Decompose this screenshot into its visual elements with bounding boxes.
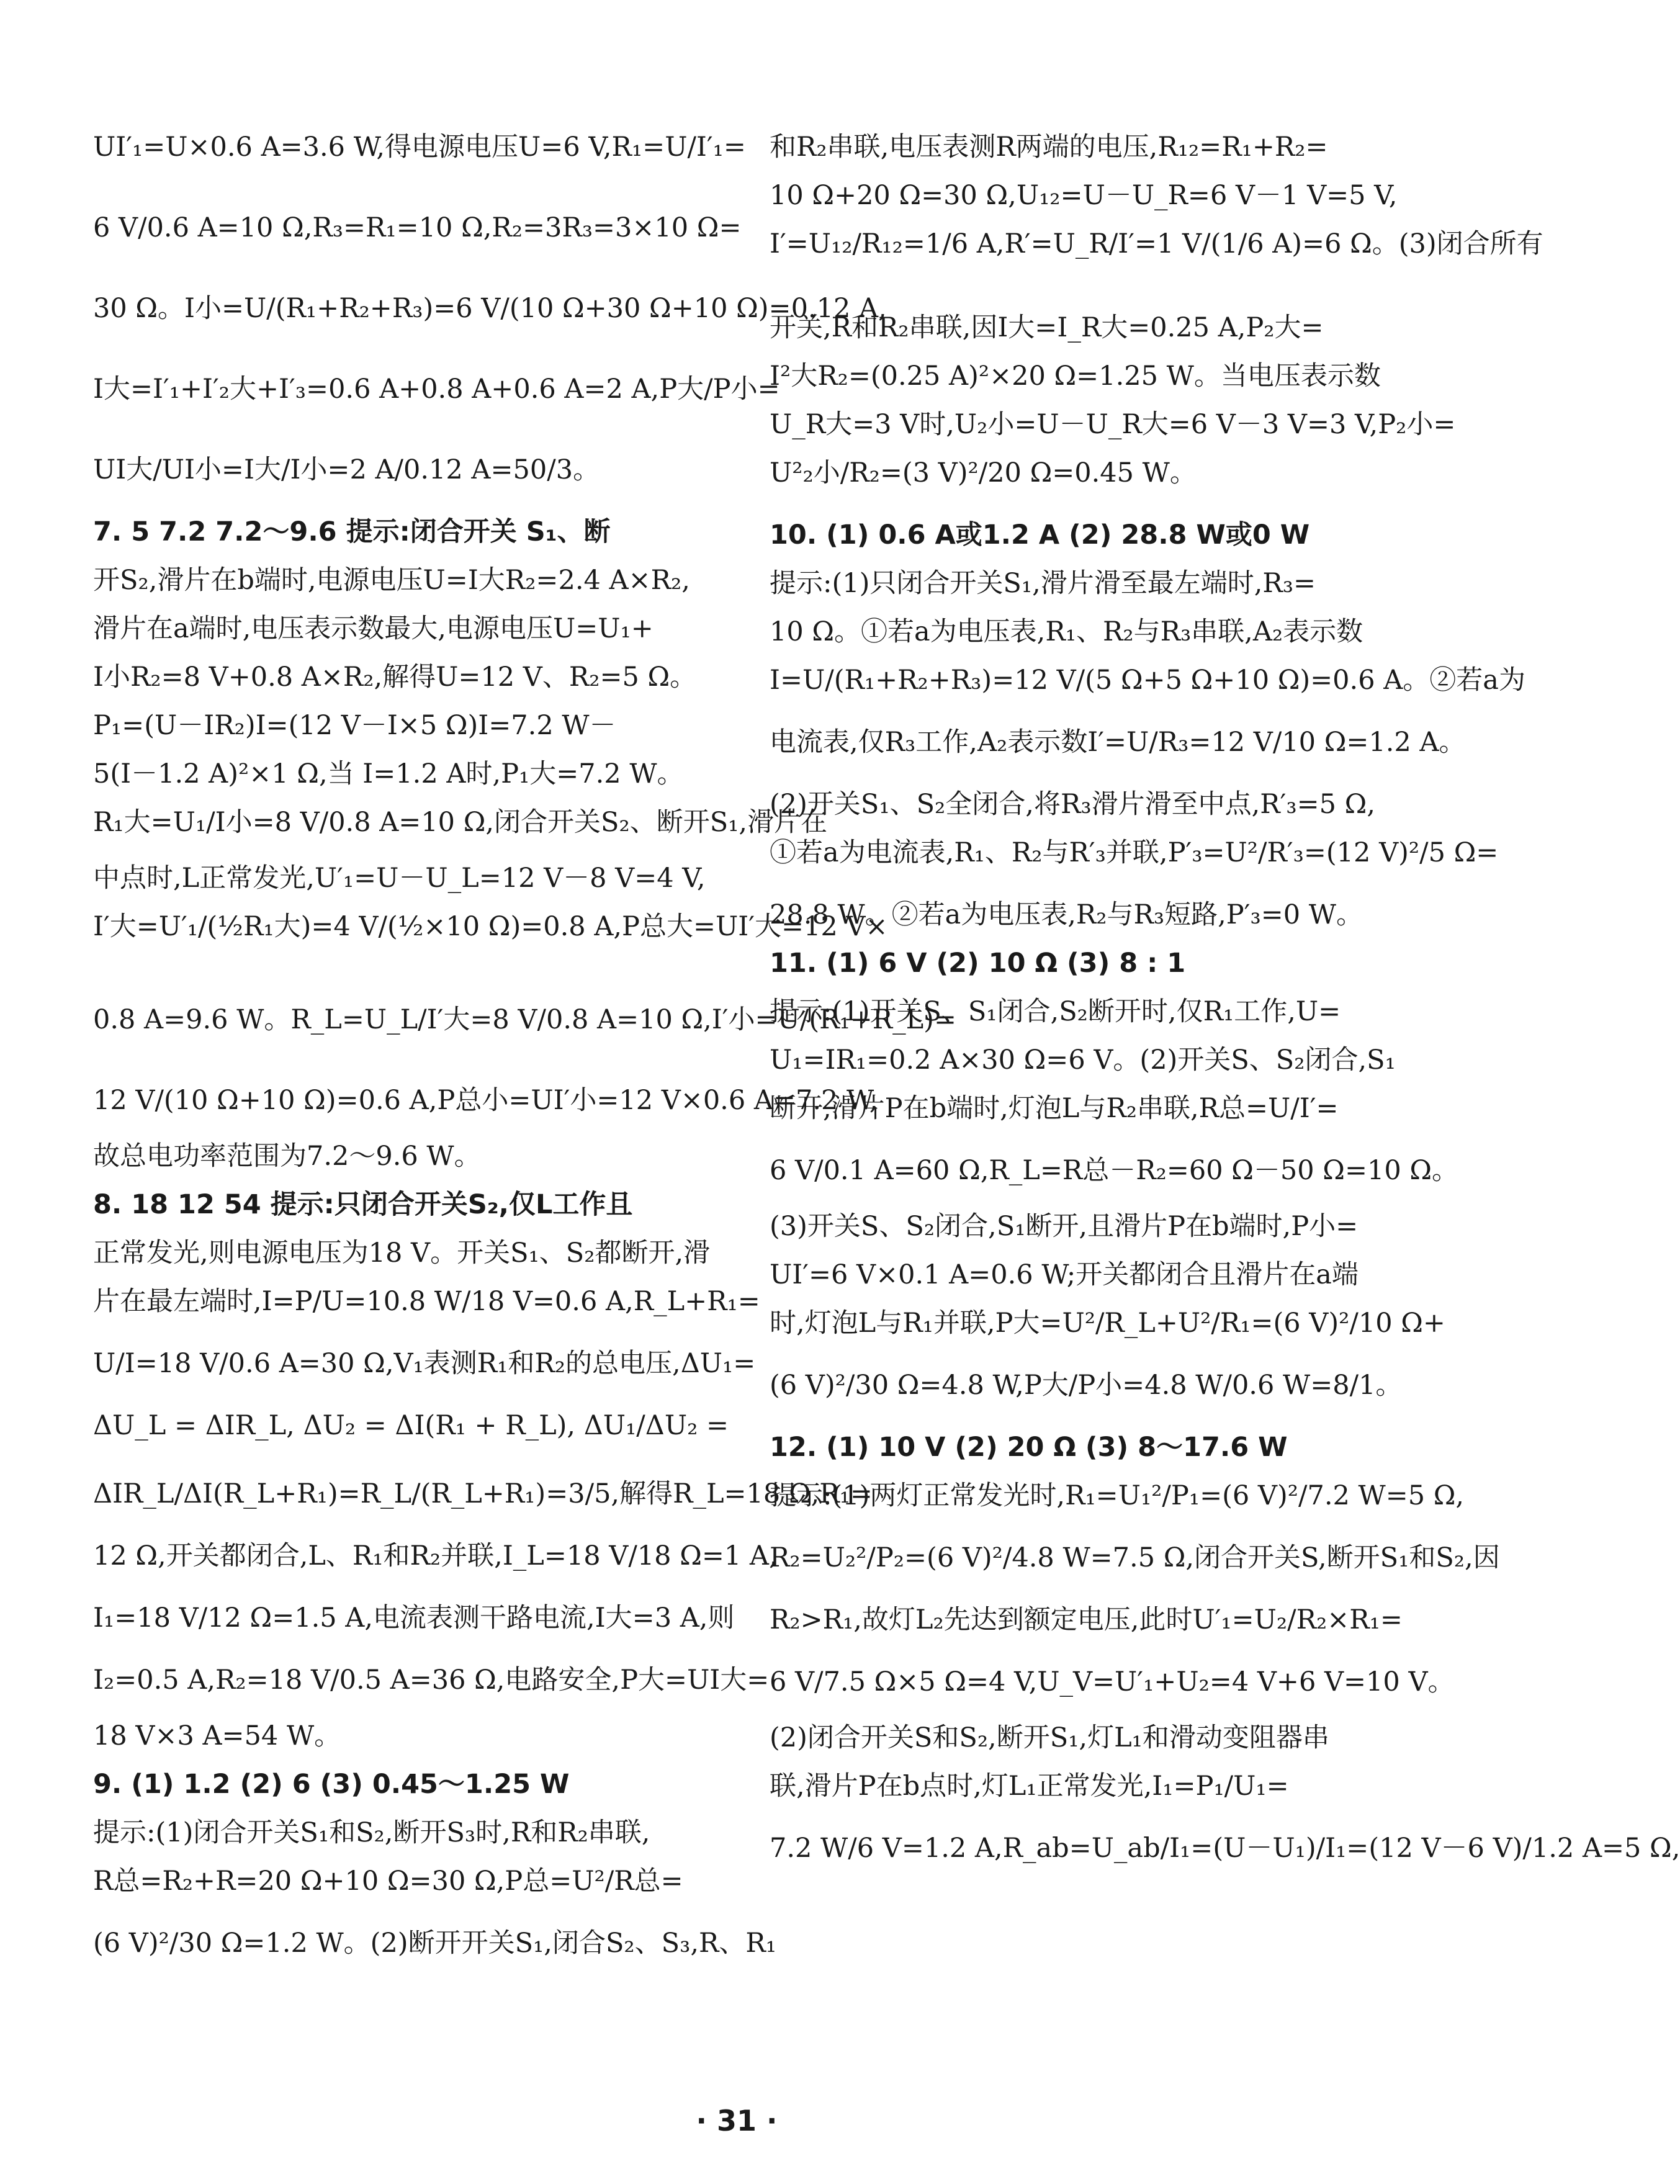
text-line: (6 V)²/30 Ω=1.2 W。(2)断开开关S₁,闭合S₂、S₃,R、R₁	[93, 1928, 776, 1959]
text-line: UI′₁=U×0.6 A=3.6 W,得电源电压U=6 V,R₁=U/I′₁=	[93, 132, 746, 163]
text-line: (3)开关S、S₂闭合,S₁断开,且滑片P在b端时,P小=	[770, 1211, 1359, 1242]
answer-8-heading: 8. 18 12 54 提示:只闭合开关S₂,仅L工作且	[93, 1189, 633, 1220]
text-line: 中点时,L正常发光,U′₁=U－U_L=12 V－8 V=4 V,	[93, 863, 706, 894]
text-line: 正常发光,则电源电压为18 V。开关S₁、S₂都断开,滑	[93, 1238, 711, 1269]
answer-9-heading: 9. (1) 1.2 (2) 6 (3) 0.45～1.25 W	[93, 1769, 570, 1800]
right-column	[770, 127, 1680, 1877]
text-line: 和R₂串联,电压表测R两端的电压,R₁₂=R₁+R₂=	[770, 132, 1328, 163]
text-line: 提示:(1)只闭合开关S₁,滑片滑至最左端时,R₃=	[770, 568, 1316, 599]
left-column	[93, 127, 956, 1972]
answer-12-heading: 12. (1) 10 V (2) 20 Ω (3) 8～17.6 W	[770, 1432, 1288, 1463]
text-line: 0.8 A=9.6 W。R_L=U_L/I′大=8 V/0.8 A=10 Ω,I′小=U/(R₁+R_L)=	[93, 1004, 956, 1035]
text-line: I′大=U′₁/(½R₁大)=4 V/(½×10 Ω)=0.8 A,P总大=UI′大=12 V×	[93, 911, 888, 942]
text-line: 12 V/(10 Ω+10 Ω)=0.6 A,P总小=UI′小=12 V×0.6 A=7.2 W,	[93, 1085, 878, 1116]
text-line: I小R₂=8 V+0.8 A×R₂,解得U=12 V、R₂=5 Ω。	[93, 662, 697, 693]
answer-11-heading: 11. (1) 6 V (2) 10 Ω (3) 8 : 1	[770, 948, 1186, 979]
text-line: U_R大=3 V时,U₂小=U－U_R大=6 V－3 V=3 V,P₂小=	[770, 409, 1456, 440]
text-line: U²₂小/R₂=(3 V)²/20 Ω=0.45 W。	[770, 457, 1197, 488]
text-line: P₁=(U－IR₂)I=(12 V－I×5 Ω)I=7.2 W－	[93, 710, 616, 741]
text-line: 开关,R和R₂串联,因I大=I_R大=0.25 A,P₂大=	[770, 312, 1324, 343]
answer-10-heading: 10. (1) 0.6 A或1.2 A (2) 28.8 W或0 W	[770, 519, 1310, 550]
text-line: R₂=U₂²/P₂=(6 V)²/4.8 W=7.5 Ω,闭合开关S,断开S₁和S₂,因	[770, 1542, 1500, 1573]
text-line: 6 V/0.6 A=10 Ω,R₃=R₁=10 Ω,R₂=3R₃=3×10 Ω=	[93, 212, 742, 243]
text-line: ΔU_L = ΔIR_L, ΔU₂ = ΔI(R₁ + R_L), ΔU₁/ΔU₂ =	[93, 1410, 729, 1441]
text-line: 时,灯泡L与R₁并联,P大=U²/R_L+U²/R₁=(6 V)²/10 Ω+	[770, 1308, 1445, 1339]
text-line: ΔIR_L/ΔI(R_L+R₁)=R_L/(R_L+R₁)=3/5,解得R_L=18 Ω,R₁=	[93, 1478, 873, 1509]
text-line: U₁=IR₁=0.2 A×30 Ω=6 V。(2)开关S、S₂闭合,S₁	[770, 1045, 1396, 1076]
text-line: 联,滑片P在b点时,灯L₁正常发光,I₁=P₁/U₁=	[770, 1771, 1289, 1802]
text-line: 开S₂,滑片在b端时,电源电压U=I大R₂=2.4 A×R₂,	[93, 565, 690, 596]
text-line: 提示:(1)闭合开关S₁和S₂,断开S₃时,R和R₂串联,	[93, 1817, 650, 1848]
text-line: 断开,滑片P在b端时,灯泡L与R₂串联,R总=U/I′=	[770, 1093, 1339, 1124]
text-line: R₁大=U₁/I小=8 V/0.8 A=10 Ω,闭合开关S₂、断开S₁,滑片在	[93, 807, 828, 838]
text-line: (2)开关S₁、S₂全闭合,将R₃滑片滑至中点,R′₃=5 Ω,	[770, 789, 1376, 820]
text-line: 7.2 W/6 V=1.2 A,R_ab=U_ab/I₁=(U－U₁)/I₁=(12 V－6 V)/1.2 A=5 Ω,	[770, 1833, 1680, 1864]
text-line: 6 V/7.5 Ω×5 Ω=4 V,U_V=U′₁+U₂=4 V+6 V=10 V。	[770, 1666, 1455, 1697]
text-line: 12 Ω,开关都闭合,L、R₁和R₂并联,I_L=18 V/18 Ω=1 A,	[93, 1540, 778, 1571]
text-line: R₂>R₁,故灯L₂先达到额定电压,此时U′₁=U₂/R₂×R₁=	[770, 1604, 1403, 1635]
text-line: 30 Ω。I小=U/(R₁+R₂+R₃)=6 V/(10 Ω+30 Ω+10 Ω)=0.12 A,	[93, 293, 887, 324]
text-line: UI大/UI小=I大/I小=2 A/0.12 A=50/3。	[93, 454, 600, 485]
answer-7-heading: 7. 5 7.2 7.2～9.6 提示:闭合开关 S₁、断	[93, 516, 611, 547]
text-line: 片在最左端时,I=P/U=10.8 W/18 V=0.6 A,R_L+R₁=	[93, 1286, 760, 1317]
text-line: I²大R₂=(0.25 A)²×20 Ω=1.25 W。当电压表示数	[770, 361, 1381, 392]
text-line: 滑片在a端时,电压表示数最大,电源电压U=U₁+	[93, 613, 654, 644]
text-line: U/I=18 V/0.6 A=30 Ω,V₁表测R₁和R₂的总电压,ΔU₁=	[93, 1348, 756, 1379]
text-line: 提示:(1)两灯正常发光时,R₁=U₁²/P₁=(6 V)²/7.2 W=5 Ω,	[770, 1480, 1465, 1511]
text-line: (6 V)²/30 Ω=4.8 W,P大/P小=4.8 W/0.6 W=8/1。	[770, 1370, 1403, 1401]
text-line: I=U/(R₁+R₂+R₃)=12 V/(5 Ω+5 Ω+10 Ω)=0.6 A。②若a为	[770, 665, 1525, 696]
text-line: ①若a为电流表,R₁、R₂与R′₃并联,P′₃=U²/R′₃=(12 V)²/5 Ω=	[770, 837, 1499, 868]
text-line: I₁=18 V/12 Ω=1.5 A,电流表测干路电流,I大=3 A,则	[93, 1602, 735, 1634]
text-line: I大=I′₁+I′₂大+I′₃=0.6 A+0.8 A+0.6 A=2 A,P大/P小=	[93, 374, 780, 405]
page-number: · 31 ·	[696, 2104, 778, 2137]
text-line: 提示:(1)开关S、S₁闭合,S₂断开时,仅R₁工作,U=	[770, 996, 1341, 1027]
text-line: UI′=6 V×0.1 A=0.6 W;开关都闭合且滑片在a端	[770, 1259, 1359, 1290]
text-line: 10 Ω。①若a为电压表,R₁、R₂与R₃串联,A₂表示数	[770, 616, 1363, 647]
text-line: 5(I－1.2 A)²×1 Ω,当 I=1.2 A时,P₁大=7.2 W。	[93, 758, 684, 789]
text-line: 电流表,仅R₃工作,A₂表示数I′=U/R₃=12 V/10 Ω=1.2 A。	[770, 727, 1466, 758]
text-line: 18 V×3 A=54 W。	[93, 1720, 341, 1751]
text-line: I₂=0.5 A,R₂=18 V/0.5 A=36 Ω,电路安全,P大=UI大=	[93, 1665, 770, 1696]
text-line: R总=R₂+R=20 Ω+10 Ω=30 Ω,P总=U²/R总=	[93, 1866, 683, 1897]
text-line: I′=U₁₂/R₁₂=1/6 A,R′=U_R/I′=1 V/(1/6 A)=6 Ω。(3)闭合所有	[770, 228, 1543, 259]
text-line: 故总电功率范围为7.2～9.6 W。	[93, 1141, 481, 1172]
text-line: 6 V/0.1 A=60 Ω,R_L=R总－R₂=60 Ω－50 Ω=10 Ω。	[770, 1155, 1459, 1186]
text-line: (2)闭合开关S和S₂,断开S₁,灯L₁和滑动变阻器串	[770, 1722, 1329, 1753]
text-line: 28.8 W。②若a为电压表,R₂与R₃短路,P′₃=0 W。	[770, 899, 1363, 930]
text-line: 10 Ω+20 Ω=30 Ω,U₁₂=U－U_R=6 V－1 V=5 V,	[770, 180, 1398, 211]
